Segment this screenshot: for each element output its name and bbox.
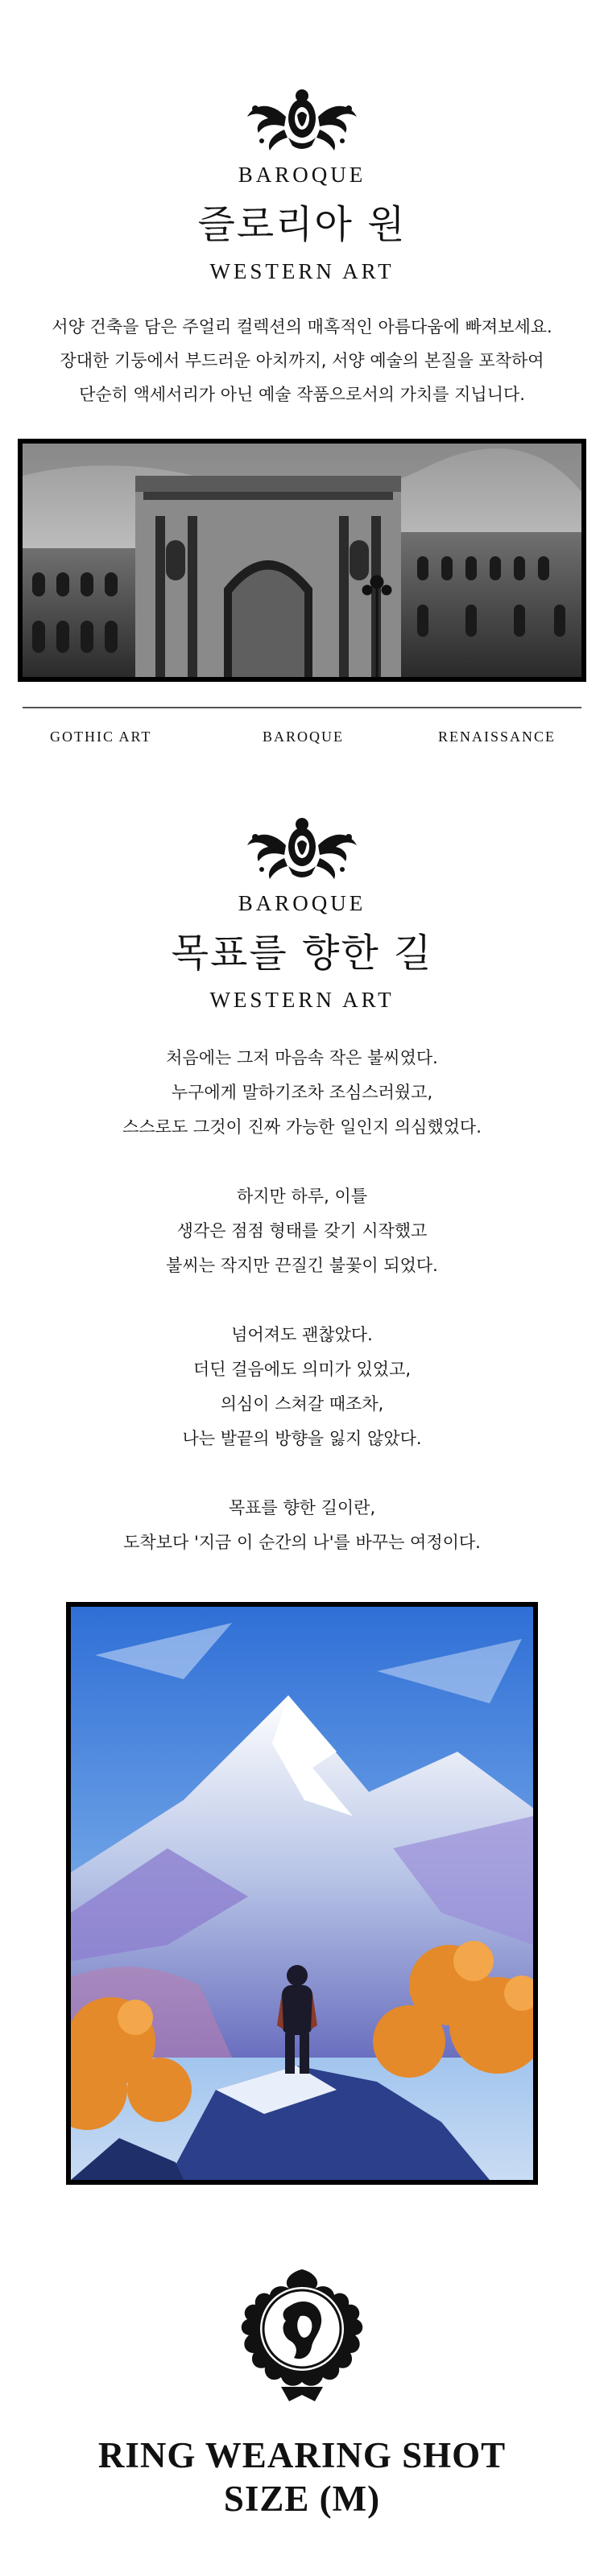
poem-line: 넘어져도 괜찮았다. [231, 1325, 373, 1344]
architecture-photo [18, 439, 586, 682]
nav-item-baroque[interactable]: BAROQUE [263, 729, 345, 745]
arch-illustration [23, 444, 581, 677]
nav-item-gothic-art[interactable]: GOTHIC ART [50, 729, 152, 745]
poem-line: 의심이 스쳐갈 때조차, [220, 1394, 384, 1414]
section3-title [0, 2434, 604, 2520]
section1-description [0, 310, 604, 411]
baroque-crest-icon [238, 85, 366, 157]
mountain-illustration [71, 1607, 533, 2180]
poem-line: 누구에게 말하기조차 조심스러웠고, [171, 1083, 433, 1102]
poem-line: 생각은 점점 형태를 갖기 시작했고 [176, 1221, 428, 1241]
ring-shot-title: RING WEARING SHOT [97, 2435, 507, 2475]
section-divider [23, 707, 581, 708]
medallion-portrait-icon [233, 2266, 371, 2411]
poem-line: 더딘 걸음에도 의미가 있었고, [192, 1360, 412, 1379]
poem-line [0, 1456, 604, 1491]
poem-line [0, 1283, 604, 1318]
section2-subtitle: WESTERN ART [209, 988, 395, 1012]
description-line: 단순히 액세서리가 아닌 예술 작품으로서의 가치를 지닙니다. [79, 385, 525, 404]
baroque-crest-icon [238, 813, 366, 886]
description-line: 서양 건축을 담은 주얼리 컬렉션의 매혹적인 아름다움에 빠져보세요. [52, 317, 552, 336]
description-line: 장대한 기둥에서 부드러운 아치까지, 서양 예술의 본질을 포착하여 [60, 351, 544, 370]
mountain-painting [66, 1602, 538, 2185]
poem-line: 나는 발끝의 방향을 잃지 않았다. [182, 1429, 422, 1448]
section2-poem [0, 1041, 604, 1560]
section1-title: 즐로리아 원 [197, 202, 407, 247]
nav-item-renaissance[interactable]: RENAISSANCE [438, 729, 556, 745]
poem-line: 목표를 향한 길이란, [228, 1498, 376, 1517]
section1-kicker: BAROQUE [238, 163, 366, 187]
poem-line: 스스로도 그것이 진짜 가능한 일인지 의심했었다. [122, 1117, 482, 1137]
section2-kicker: BAROQUE [238, 891, 366, 915]
poem-line [0, 1145, 604, 1179]
poem-line: 하지만 하루, 이틀 [236, 1187, 368, 1206]
poem-line: 도착보다 '지금 이 순간의 나'를 바꾸는 여정이다. [123, 1533, 481, 1552]
poem-line: 불씨는 작지만 끈질긴 불꽃이 되었다. [166, 1256, 438, 1275]
ring-size-title: SIZE (M) [223, 2479, 381, 2519]
section2-title: 목표를 향한 길 [171, 931, 433, 976]
section1-subtitle: WESTERN ART [209, 259, 395, 283]
poem-line: 처음에는 그저 마음속 작은 불씨였다. [166, 1048, 438, 1067]
